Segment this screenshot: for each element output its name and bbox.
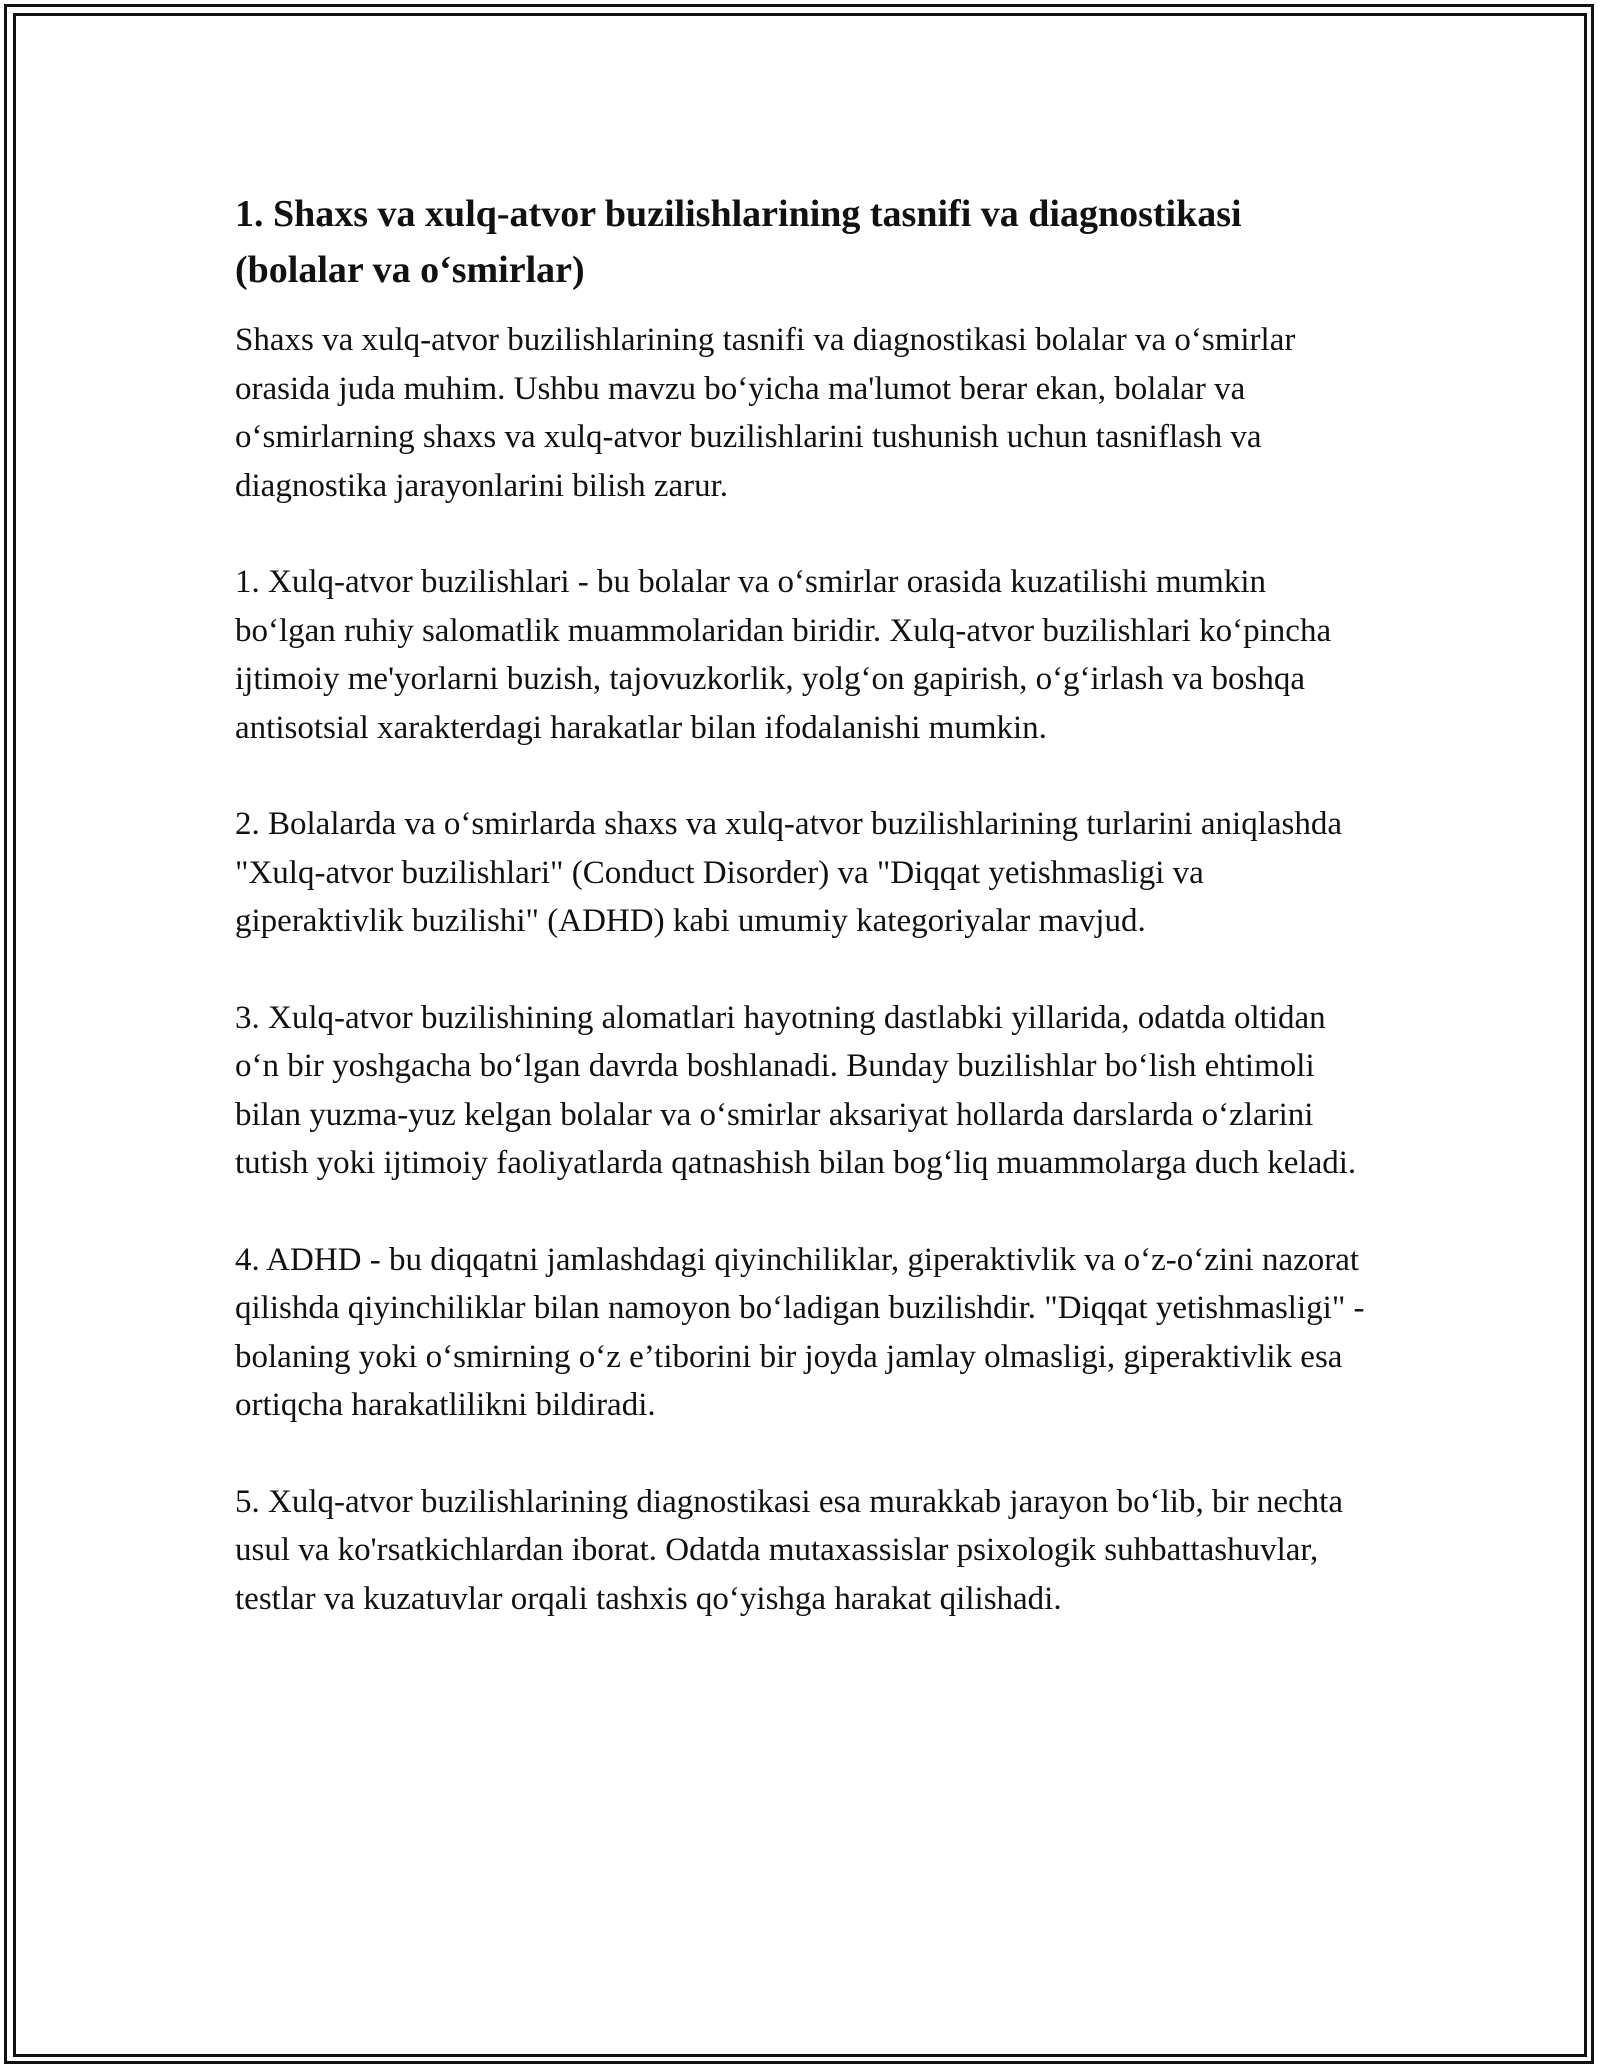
- intro-paragraph: Shaxs va xulq-atvor buzilishlarining tasnifi va diagnostikasi bolalar va o‘smirlar orasida juda muhim. Ushbu mavzu bo‘yicha ma'lumot berar ekan, bolalar va o‘smirlarning shaxs va xulq-atvor buzilishlarini tushunish uchun tasniflash va diagnostika jarayonlarini bilish zarur.: [235, 322, 1296, 504]
- paragraph-item-4: 4. ADHD - bu diqqatni jamlashdagi qiyinchiliklar, giperaktivlik va o‘z-o‘zini nazorat qilishda qiyinchiliklar bilan namoyon bo‘ladigan buzilishdir. "Diqqat yetishmasligi" - bolaning yoki o‘smirning o‘z e’tiborini bir joyda jamlay olmasligi, giperaktivlik esa ortiqcha harakatlilikni bildiradi.: [235, 1241, 1365, 1423]
- paragraph-item-2: 2. Bolalarda va o‘smirlarda shaxs va xulq-atvor buzilishlarining turlarini aniqlashda "Xulq-atvor buzilishlari" (Conduct Disorder) va "Diqqat yetishmasligi va giperaktivlik buzilishi" (ADHD) kabi umumiy kategoriyalar mavjud.: [235, 806, 1343, 939]
- paragraph-item-3: 3. Xulq-atvor buzilishining alomatlari hayotning dastlabki yillarida, odatda oltidan o‘n bir yoshgacha bo‘lgan davrda boshlanadi. Bunday buzilishlar bo‘lish ehtimoli bilan yuzma-yuz kelgan bolalar va o‘smirlar aksariyat hollarda darslarda o‘zlarini tutish yoki ijtimoiy faoliyatlarda qatnashish bilan bog‘liq muammolarga duch keladi.: [235, 999, 1357, 1181]
- document-content: [235, 186, 1375, 1671]
- paragraph-item-5: 5. Xulq-atvor buzilishlarining diagnostikasi esa murakkab jarayon bo‘lib, bir nechta usul va ko'rsatkichlardan iborat. Odatda mutaxassislar psixologik suhbattashuvlar, testlar va kuzatuvlar orqali tashxis qo‘yishga harakat qilishadi.: [235, 1483, 1343, 1617]
- document-title: 1. Shaxs va xulq-atvor buzilishlarining tasnifi va diagnostikasi (bolalar va o‘smirlar): [235, 193, 1242, 291]
- paragraph-item-1: 1. Xulq-atvor buzilishlari - bu bolalar va o‘smirlar orasida kuzatilishi mumkin bo‘lgan ruhiy salomatlik muammolaridan biridir. Xulq-atvor buzilishlari ko‘pincha ijtimoiy me'yorlarni buzish, tajovuzkorlik, yolg‘on gapirish, o‘g‘irlash va boshqa antisotsial xarakterdagi harakatlar bilan ifodalanishi mumkin.: [235, 564, 1332, 746]
- document-body: [235, 316, 1375, 1623]
